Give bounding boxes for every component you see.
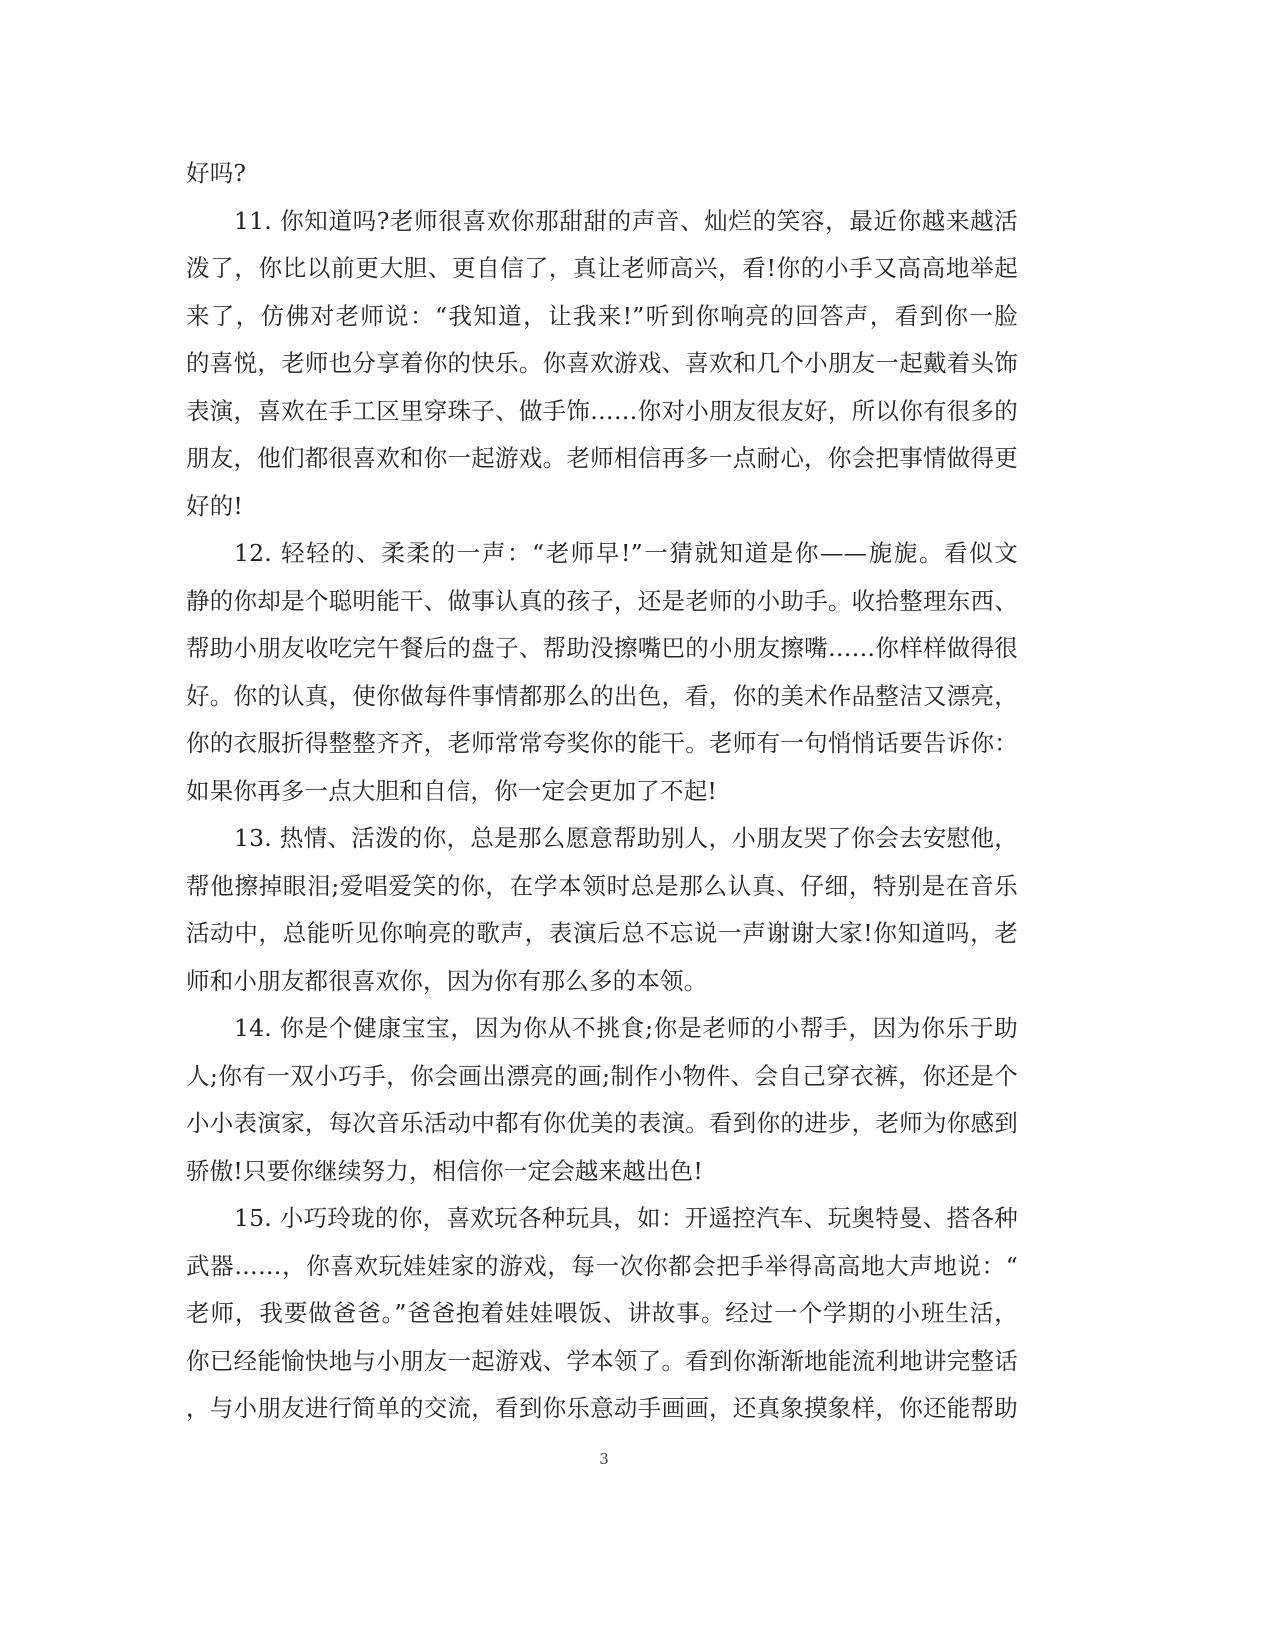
text-line: 11. 你知道吗?老师很喜欢你那甜甜的声音、灿烂的笑容，最近你越来越活 — [234, 206, 1018, 235]
text-line: 师和小朋友都很喜欢你，因为你有那么多的本领。 — [186, 966, 708, 995]
text-line: 帮他擦掉眼泪;爱唱爱笑的你，在学本领时总是那么认真、仔细，特别是在音乐 — [186, 871, 1018, 900]
text-line: 14. 你是个健康宝宝，因为你从不挑食;你是老师的小帮手，因为你乐于助 — [234, 1014, 1018, 1042]
body-text — [186, 150, 1018, 1433]
text-line: 13. 热情、活泼的你，总是那么愿意帮助别人，小朋友哭了你会去安慰他， — [234, 824, 1018, 852]
text-line: 来了，仿佛对老师说：“我知道，让我来!”听到你响亮的回答声，看到你一脸 — [186, 301, 1018, 330]
text-line: 你的衣服折得整整齐齐，老师常常夸奖你的能干。老师有一句悄悄话要告诉你： — [186, 729, 1018, 757]
text-line: 帮助小朋友收吃完午餐后的盘子、帮助没擦嘴巴的小朋友擦嘴……你样样做得很 — [186, 634, 1018, 662]
text-line: 朋友，他们都很喜欢和你一起游戏。老师相信再多一点耐心，你会把事情做得更 — [186, 444, 1018, 472]
text-line: ，与小朋友进行简单的交流，看到你乐意动手画画，还真象摸象样，你还能帮助 — [186, 1394, 1018, 1422]
text-line: 好。你的认真，使你做每件事情都那么的出色，看，你的美术作品整洁又漂亮， — [186, 681, 1018, 710]
text-line: 好吗? — [186, 159, 247, 187]
text-line: 武器……，你喜欢玩娃娃家的游戏，每一次你都会把手举得高高地大声地说：“ — [186, 1251, 1018, 1280]
text-line: 活动中，总能听见你响亮的歌声，表演后总不忘说一声谢谢大家!你知道吗，老 — [186, 919, 1018, 947]
text-line: 静的你却是个聪明能干、做事认真的孩子，还是老师的小助手。收拾整理东西、 — [186, 586, 1018, 615]
text-line: 骄傲!只要你继续努力，相信你一定会越来越出色! — [186, 1156, 703, 1185]
text-line: 12. 轻轻的、柔柔的一声：“老师早!”一猜就知道是你——旎旎。看似文 — [234, 539, 1018, 567]
text-line: 泼了，你比以前更大胆、更自信了，真让老师高兴，看!你的小手又高高地举起 — [186, 254, 1018, 282]
text-line: 你已经能愉快地与小朋友一起游戏、学本领了。看到你渐渐地能流利地讲完整话 — [186, 1346, 1018, 1375]
text-line: 好的! — [186, 491, 244, 520]
text-line: 如果你再多一点大胆和自信，你一定会更加了不起! — [186, 776, 718, 805]
text-line: 老师，我要做爸爸。”爸爸抱着娃娃喂饭、讲故事。经过一个学期的小班生活， — [186, 1299, 1018, 1327]
text-line: 人;你有一双小巧手，你会画出漂亮的画;制作小物件、会自己穿衣裤，你还是个 — [186, 1061, 1018, 1090]
text-line: 小小表演家，每次音乐活动中都有你优美的表演。看到你的进步，老师为你感到 — [186, 1109, 1018, 1137]
text-line: 的喜悦，老师也分享着你的快乐。你喜欢游戏、喜欢和几个小朋友一起戴着头饰 — [186, 349, 1018, 377]
text-line: 表演，喜欢在手工区里穿珠子、做手饰……你对小朋友很友好，所以你有很多的 — [186, 396, 1018, 425]
page-number: 3 — [599, 1450, 609, 1468]
text-line: 15. 小巧玲珑的你，喜欢玩各种玩具，如：开遥控汽车、玩奥特曼、搭各种 — [234, 1204, 1018, 1232]
